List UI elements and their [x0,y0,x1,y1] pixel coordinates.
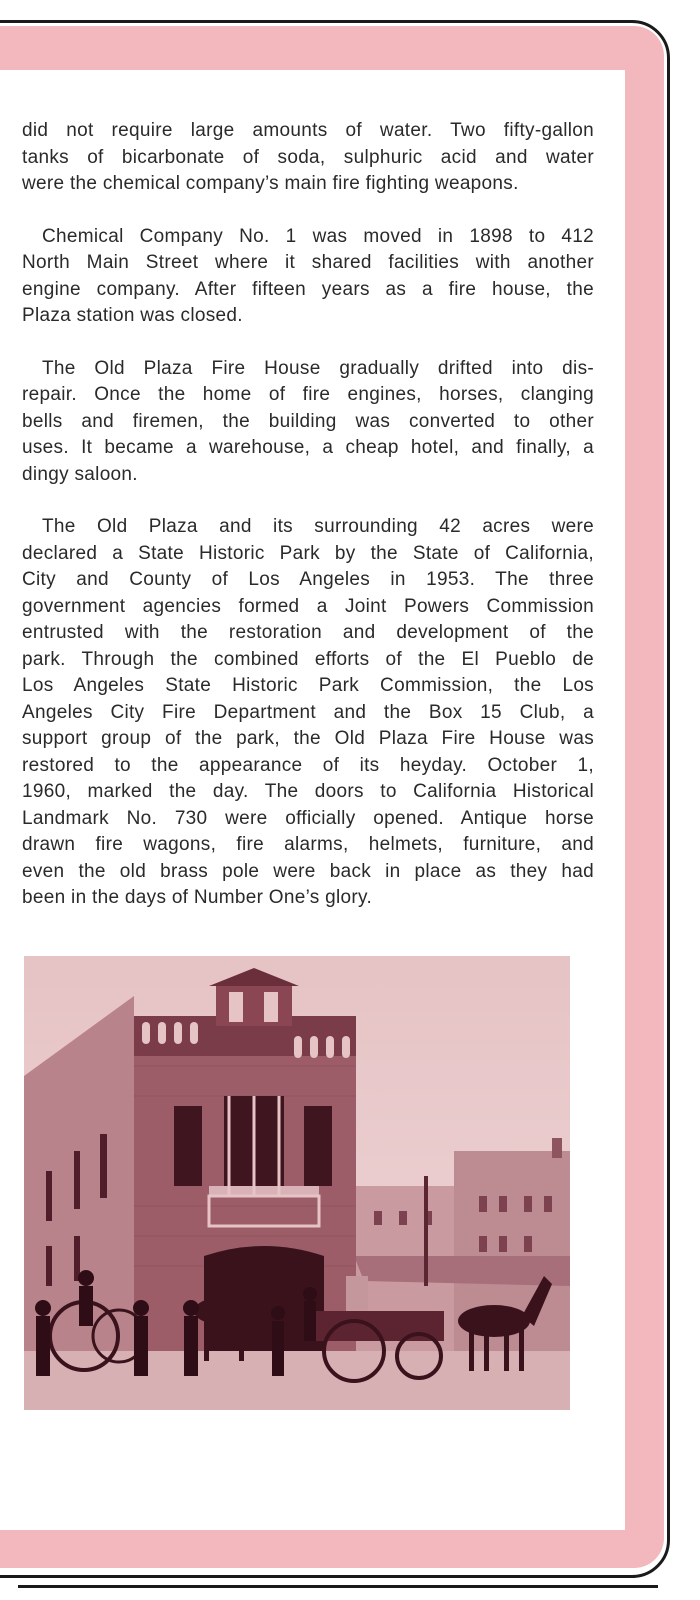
paragraph-1 [22,118,594,198]
historic-fire-house-photo [24,956,570,1410]
text-line: been in the days of Number One’s glory. [22,887,373,908]
text-line: drawn fire wagons, fire alarms, helmets, furniture, and [22,834,594,855]
text-line: Landmark No. 730 were officially opened. Antique horse [22,807,594,829]
text-line: tanks of bicarbonate of soda, sulphuric acid and water [22,146,594,168]
text-line: government agencies formed a Joint Powers Commission [22,595,594,617]
text-line: Chemical Company No. 1 was moved in 1898 to 412 [42,225,594,247]
text-line: Plaza station was closed. [22,305,243,326]
text-line: engine company. After fifteen years as a fire house, the [22,278,594,300]
text-line: Angeles City Fire Department and the Box 15 Club, a [22,701,594,723]
text-line: The Old Plaza Fire House gradually drifted into dis- [42,357,594,379]
text-line: City and County of Los Angeles in 1953. The three [22,569,594,590]
text-line: even the old brass pole were back in place as they had [22,860,594,882]
paragraph-3 [22,356,594,489]
text-line: declared a State Historic Park by the State of California, [22,542,594,564]
body-text [22,118,594,912]
bottom-rule [18,1585,658,1588]
text-line: Los Angeles State Historic Park Commission, the Los [22,675,594,696]
text-line: were the chemical company’s main fire fighting weapons. [22,173,519,194]
text-line: repair. Once the home of fire engines, horses, clanging [22,384,594,405]
text-line: park. Through the combined efforts of the El Pueblo de [22,648,594,670]
text-line: uses. It became a warehouse, a cheap hotel, and finally, a [22,437,594,458]
text-line: did not require large amounts of water. Two fifty-gallon [22,120,594,141]
text-line: dingy saloon. [22,463,138,485]
text-line: restored to the appearance of its heyday. October 1, [22,754,594,776]
text-line: bells and firemen, the building was converted to other [22,410,594,432]
text-line: North Main Street where it shared facilities with another [22,252,594,273]
paragraph-2 [22,224,594,330]
text-line: entrusted with the restoration and development of the [22,622,594,643]
text-line: 1960, marked the day. The doors to California Historical [22,781,594,802]
document-page [0,70,625,1530]
text-line: The Old Plaza and its surrounding 42 acres were [42,516,594,537]
paragraph-4 [22,514,594,912]
text-line: support group of the park, the Old Plaza Fire House was [22,728,594,749]
